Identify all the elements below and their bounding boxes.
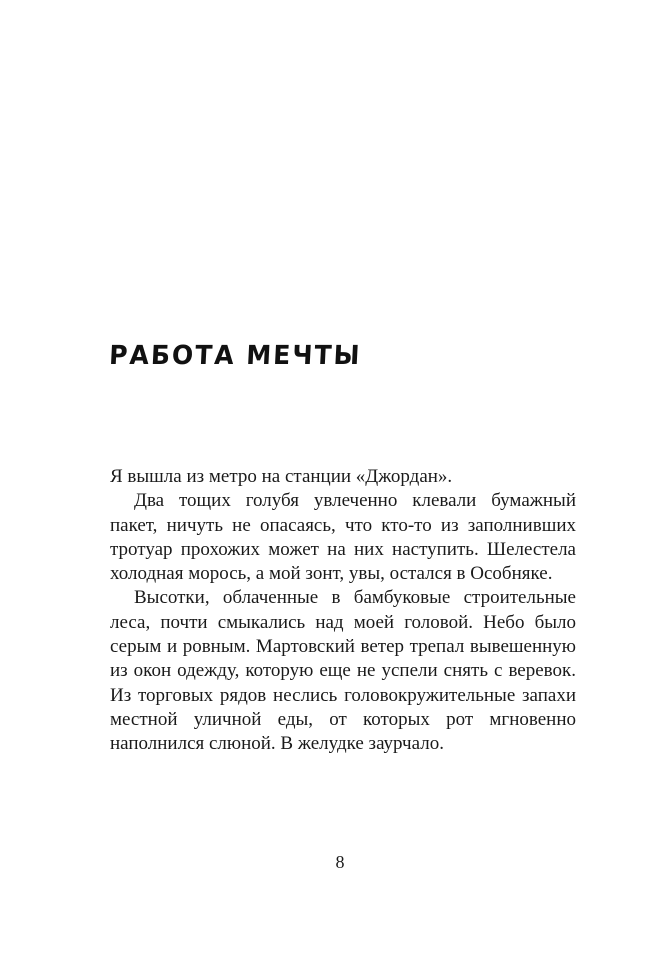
paragraph-3: Высотки, облаченные в бамбуковые строительные леса, почти смыкались над моей головой. Небо было серым и ровным. Мартовский ветер трепал вывешенную из окон одежду, которую еще не успели снять с веревок. Из торговых рядов неслись головокружительные запахи местной уличной еды, от которых рот мгновенно наполнился слюной. В желудке заурчало. <box>110 587 576 755</box>
chapter-title: РАБОТА МЕЧТЫ <box>108 340 363 371</box>
paragraph-2: Два тощих голубя увлеченно клевали бумажный пакет, ничуть не опасаясь, что кто-то из заполнивших тротуар прохожих может на них наступить. Шелестела холодная морось, а мой зонт, увы, остался в Особняке. <box>110 490 576 585</box>
page-number: 8 <box>335 852 345 872</box>
chapter-body <box>110 465 576 757</box>
paragraph-1: Я вышла из метро на станции «Джордан». <box>110 466 453 487</box>
